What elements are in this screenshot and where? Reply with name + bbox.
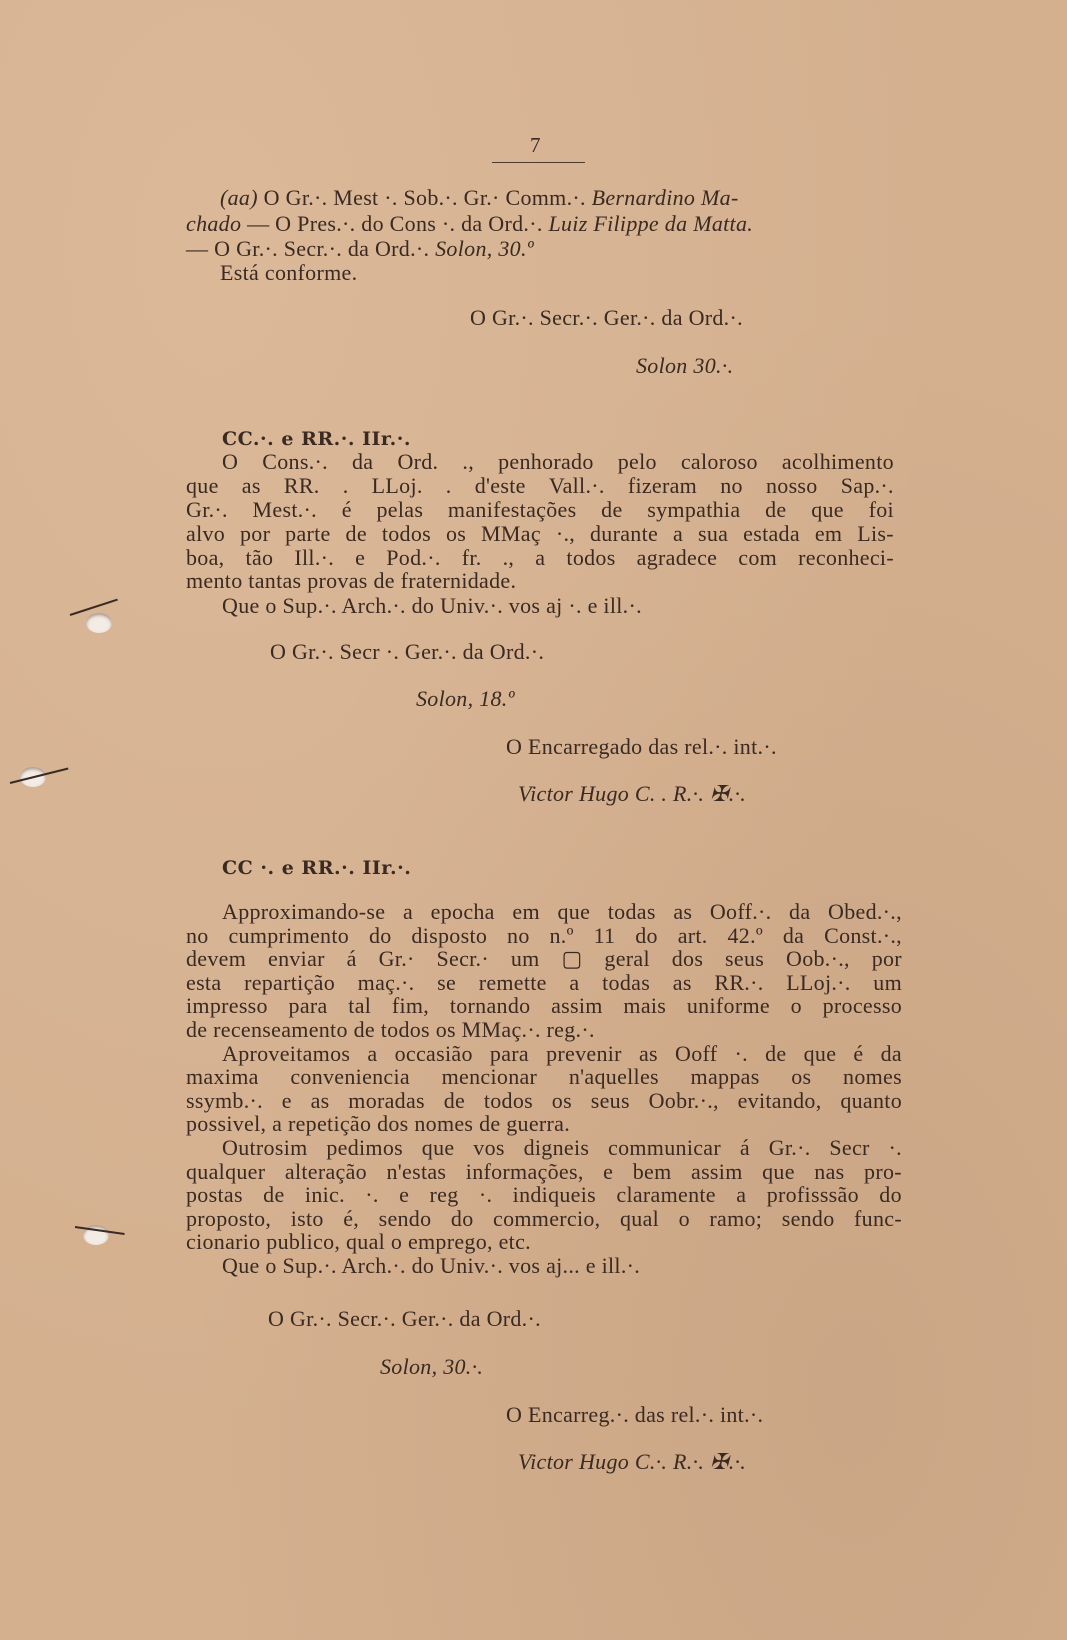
word: Secr.·: [436, 946, 489, 972]
block3-line-8: [186, 1065, 902, 1089]
word: estada: [743, 521, 800, 546]
word: ·.: [888, 1135, 902, 1160]
word: Pod.·.: [386, 545, 441, 570]
block2-heading: CC.·. e RR.·. IIr.·.: [222, 428, 411, 450]
word: um: [510, 946, 540, 972]
block2-signature-place: Solon, 18.º: [416, 686, 515, 711]
word: de: [765, 497, 787, 522]
block3-line-13: [186, 1183, 902, 1207]
block3-line-4: [186, 971, 902, 995]
word: acolhimento: [781, 449, 894, 474]
block3-line-3: [186, 947, 902, 971]
word: vos: [473, 1135, 505, 1160]
word: as: [241, 473, 261, 498]
word: claramente: [616, 1182, 716, 1208]
word: um: [873, 969, 902, 995]
word: de: [765, 1040, 787, 1066]
word: pro-: [864, 1158, 902, 1184]
word: proposto,: [186, 1205, 272, 1231]
block1-line-1: (aa) O Gr.·. Mest ·. Sob.·. Gr.· Comm.·. Bernardino Ma-: [220, 185, 739, 210]
word: assim: [551, 993, 603, 1019]
word: fr.: [461, 545, 482, 570]
word: sua: [697, 521, 729, 546]
word: LLoj.: [371, 473, 423, 498]
word: sendo: [781, 1205, 835, 1231]
word: que: [811, 497, 844, 522]
word: e: [399, 1182, 410, 1208]
word: qual: [619, 1205, 660, 1231]
block3-signature-role: O Encarreg.·. das rel.·. int.·.: [506, 1402, 764, 1427]
word: do: [879, 1182, 902, 1208]
word: da: [352, 449, 374, 474]
word: pedimos: [326, 1135, 403, 1160]
word: fim,: [391, 993, 430, 1019]
word: Sap.·.: [840, 473, 894, 498]
word: todos: [483, 1087, 534, 1113]
block2-line-1: [222, 450, 894, 474]
word: digneis: [523, 1135, 590, 1160]
block3-heading: CC ·. e RR.·. IIr.·.: [222, 857, 412, 879]
word: as: [310, 1087, 330, 1113]
word: Const.·.,: [824, 922, 902, 948]
page-number: 7: [530, 133, 541, 157]
word: evitando,: [737, 1087, 822, 1113]
word: postas: [186, 1182, 243, 1208]
word: Approximando-se: [222, 899, 386, 924]
word: tão: [245, 545, 274, 570]
word: as: [672, 969, 692, 995]
word: com: [738, 545, 778, 570]
word: boa,: [186, 545, 225, 570]
word: alvo: [186, 521, 226, 546]
word: impresso: [186, 993, 268, 1019]
word: em: [814, 521, 843, 546]
word: fizeram: [627, 473, 698, 498]
note-label: (aa): [220, 185, 258, 210]
block3-line-1: [222, 900, 902, 924]
block1-signature-place: Solon 30.·.: [636, 353, 734, 378]
word: todos: [566, 545, 616, 570]
word: n'aquelles: [568, 1064, 659, 1090]
word: os: [445, 521, 467, 546]
word: bem: [632, 1158, 672, 1184]
word: manifestações: [447, 497, 577, 522]
word: e: [355, 545, 366, 570]
word: alteração: [284, 1158, 367, 1184]
word: da: [880, 1040, 902, 1066]
word: as: [638, 1040, 658, 1066]
word: RR.: [283, 473, 320, 498]
word: todos: [381, 521, 432, 546]
block2-line-2: [186, 474, 894, 498]
word: as: [673, 899, 693, 924]
word: durante: [589, 521, 659, 546]
word: disposto: [411, 922, 488, 948]
word: quanto: [840, 1087, 902, 1113]
word: Ooff: [675, 1040, 718, 1066]
word: sendo: [378, 1205, 432, 1231]
word: do: [368, 922, 392, 948]
word: O: [222, 449, 239, 474]
word: de: [443, 1087, 466, 1113]
word: o: [790, 993, 802, 1019]
punch-hole-top: [86, 613, 112, 633]
word: mencionar: [441, 1064, 538, 1090]
word: mais: [623, 993, 667, 1019]
word: Ill.·.: [294, 545, 335, 570]
word: indiqueis: [512, 1182, 597, 1208]
block1-signature-office: O Gr.·. Secr.·. Ger.·. da Ord.·.: [470, 305, 743, 330]
word: da: [789, 899, 811, 924]
block1-line-3: — O Gr.·. Secr.·. da Ord.·. Solon, 30.º: [186, 236, 534, 261]
word: n'estas: [386, 1158, 447, 1184]
word: Aproveitamos: [222, 1040, 351, 1066]
block2-signature-role: O Encarregado das rel.·. int.·.: [506, 734, 777, 759]
word: de: [601, 497, 623, 522]
word: do: [450, 1205, 474, 1231]
word: no: [186, 922, 209, 948]
word: ·.: [734, 1040, 748, 1066]
word: moradas: [348, 1087, 425, 1113]
word: isto: [290, 1205, 324, 1231]
block3-line-14: [186, 1207, 902, 1231]
word: nas: [814, 1158, 845, 1184]
word: os: [551, 1087, 572, 1113]
word: a: [569, 969, 580, 995]
block3-line-7: [222, 1042, 902, 1066]
word: informações,: [465, 1158, 584, 1184]
word: reg: [429, 1182, 459, 1208]
word: Ord.: [397, 449, 439, 474]
word: por: [871, 946, 902, 972]
block3-line-9: [186, 1089, 902, 1113]
word: Ooff.·.: [709, 899, 772, 924]
word: do: [635, 922, 658, 948]
word: enviar: [268, 946, 325, 972]
word: no: [720, 473, 743, 498]
word: Lis-: [857, 521, 894, 546]
word: geral: [604, 946, 650, 972]
word: a: [672, 521, 684, 546]
word: Outrosim: [222, 1135, 308, 1160]
word: agradece: [636, 545, 718, 570]
word: seus: [590, 1087, 630, 1113]
word: commercio,: [493, 1205, 601, 1231]
word: 11: [593, 922, 616, 948]
block3-line-10: possivel, a repetição dos nomes de guerra.: [186, 1111, 571, 1137]
word: Gr.·.: [768, 1135, 811, 1160]
block3-line-6: de recenseamento de todos os MMaç.·. reg.·.: [186, 1017, 595, 1042]
word: para: [489, 1040, 529, 1066]
word: RR.·.: [714, 969, 764, 995]
word: remette: [478, 969, 547, 995]
word: e: [603, 1158, 614, 1184]
word: todas: [602, 969, 651, 995]
word: todas: [607, 899, 656, 924]
word: Mest.·.: [252, 497, 317, 522]
word: que: [557, 899, 591, 924]
word: caloroso: [680, 449, 758, 474]
block2-signature-office: O Gr.·. Secr ·. Ger.·. da Ord.·.: [270, 639, 545, 664]
word: d'este: [474, 473, 526, 498]
word: dos: [671, 946, 704, 972]
word: 42.º: [727, 922, 763, 948]
word: é: [341, 497, 352, 522]
word: esta: [186, 969, 222, 995]
word: Gr.·.: [186, 497, 228, 522]
word: epocha: [430, 899, 495, 924]
block3-line-16: Que o Sup.·. Arch.·. do Univ.·. vos aj... e ill.·.: [222, 1253, 641, 1278]
word: nomes: [843, 1064, 902, 1090]
block3-line-12: [186, 1160, 902, 1184]
word: repartição: [244, 969, 335, 995]
word: .: [445, 473, 452, 498]
block3-line-2: [186, 924, 902, 948]
word: a: [535, 545, 546, 570]
word: tal: [348, 993, 372, 1019]
word: ramo;: [709, 1205, 763, 1231]
word: maç.·.: [357, 969, 415, 995]
word: prevenir: [546, 1040, 622, 1066]
word: foi: [868, 497, 894, 522]
block2-line-3: [186, 498, 894, 522]
word: devem: [186, 946, 247, 972]
word: Oob.·.,: [786, 946, 850, 972]
word: pelo: [617, 449, 657, 474]
word: cumprimento: [228, 922, 350, 948]
block1-line-2: chado — O Pres.·. do Cons ·. da Ord.·. Luiz Filippe da Matta.: [186, 211, 754, 236]
word: que: [186, 473, 219, 498]
word: conveniencia: [290, 1064, 410, 1090]
word: a: [736, 1182, 747, 1208]
block3-signature-office: O Gr.·. Secr.·. Ger.·. da Ord.·.: [268, 1306, 541, 1331]
word: sympathia: [647, 497, 741, 522]
word: LLoj.·.: [786, 969, 851, 995]
word: communicar: [608, 1135, 721, 1160]
word: é: [853, 1040, 864, 1066]
header-rule: [492, 162, 585, 163]
word: func-: [854, 1205, 902, 1231]
block3-signature-place: Solon, 30.·.: [380, 1354, 484, 1379]
word: Cons.·.: [262, 449, 328, 474]
block2-closing: Que o Sup.·. Arch.·. do Univ.·. vos aj ·. e ill.·.: [222, 593, 642, 618]
word: tornando: [449, 993, 531, 1019]
word: penhorado: [498, 449, 594, 474]
word: qualquer: [186, 1158, 266, 1184]
word: occasião: [394, 1040, 473, 1066]
block1-line-4: Está conforme.: [220, 260, 358, 285]
block2-line-4: [186, 522, 894, 546]
word: processo: [822, 993, 902, 1019]
word: é,: [343, 1205, 360, 1231]
word: n.º: [549, 922, 574, 948]
word: de: [263, 1182, 285, 1208]
word: inic.: [304, 1182, 345, 1208]
word: que: [421, 1135, 455, 1160]
word: o: [678, 1205, 690, 1231]
word: á: [346, 946, 357, 972]
word: os: [791, 1064, 812, 1090]
word: .,: [502, 545, 515, 570]
word: Secr: [829, 1135, 870, 1160]
word: de: [345, 521, 367, 546]
word: para: [288, 993, 328, 1019]
word: e: [281, 1087, 292, 1113]
word: parte: [285, 521, 331, 546]
word: ·.,: [555, 521, 576, 546]
word: ssymb.·.: [186, 1087, 263, 1113]
word: que: [762, 1158, 795, 1184]
block3-signature-name: Victor Hugo C.·. R.·. ✠.·.: [518, 1449, 747, 1474]
word: a: [402, 899, 414, 924]
word: em: [512, 899, 540, 924]
word: no: [507, 922, 530, 948]
word: .: [342, 473, 349, 498]
word: ·.: [478, 1182, 493, 1208]
word: á: [739, 1135, 750, 1160]
word: pelas: [376, 497, 424, 522]
word: profisssão: [766, 1182, 859, 1208]
word: por: [240, 521, 271, 546]
word: a: [367, 1040, 378, 1066]
word: assim: [691, 1158, 743, 1184]
word: ▢: [561, 946, 583, 972]
word: maxima: [186, 1064, 259, 1090]
block3-line-5: [186, 994, 902, 1018]
word: que: [803, 1040, 837, 1066]
word: Gr.·: [378, 946, 415, 972]
word: MMaç: [481, 521, 541, 546]
word: ·.: [365, 1182, 379, 1208]
word: se: [437, 969, 457, 995]
word: art.: [677, 922, 708, 948]
word: da: [782, 922, 805, 948]
word: reconheci-: [798, 545, 894, 570]
block3-line-11: [222, 1136, 902, 1160]
word: Oobr.·.,: [648, 1087, 719, 1113]
word: Obed.·.,: [828, 899, 902, 924]
word: mappas: [690, 1064, 760, 1090]
block2-line-5: [186, 546, 894, 570]
word: uniforme: [686, 993, 770, 1019]
block2-signature-name: Victor Hugo C. . R.·. ✠.·.: [518, 781, 747, 806]
word: .,: [462, 449, 475, 474]
block3-line-15: cionario publico, qual o emprego, etc.: [186, 1229, 531, 1255]
block2-last-line: mento tantas provas de fraternidade.: [186, 568, 517, 593]
word: nosso: [765, 473, 818, 498]
word: seus: [725, 946, 765, 972]
word: Vall.·.: [548, 473, 605, 498]
